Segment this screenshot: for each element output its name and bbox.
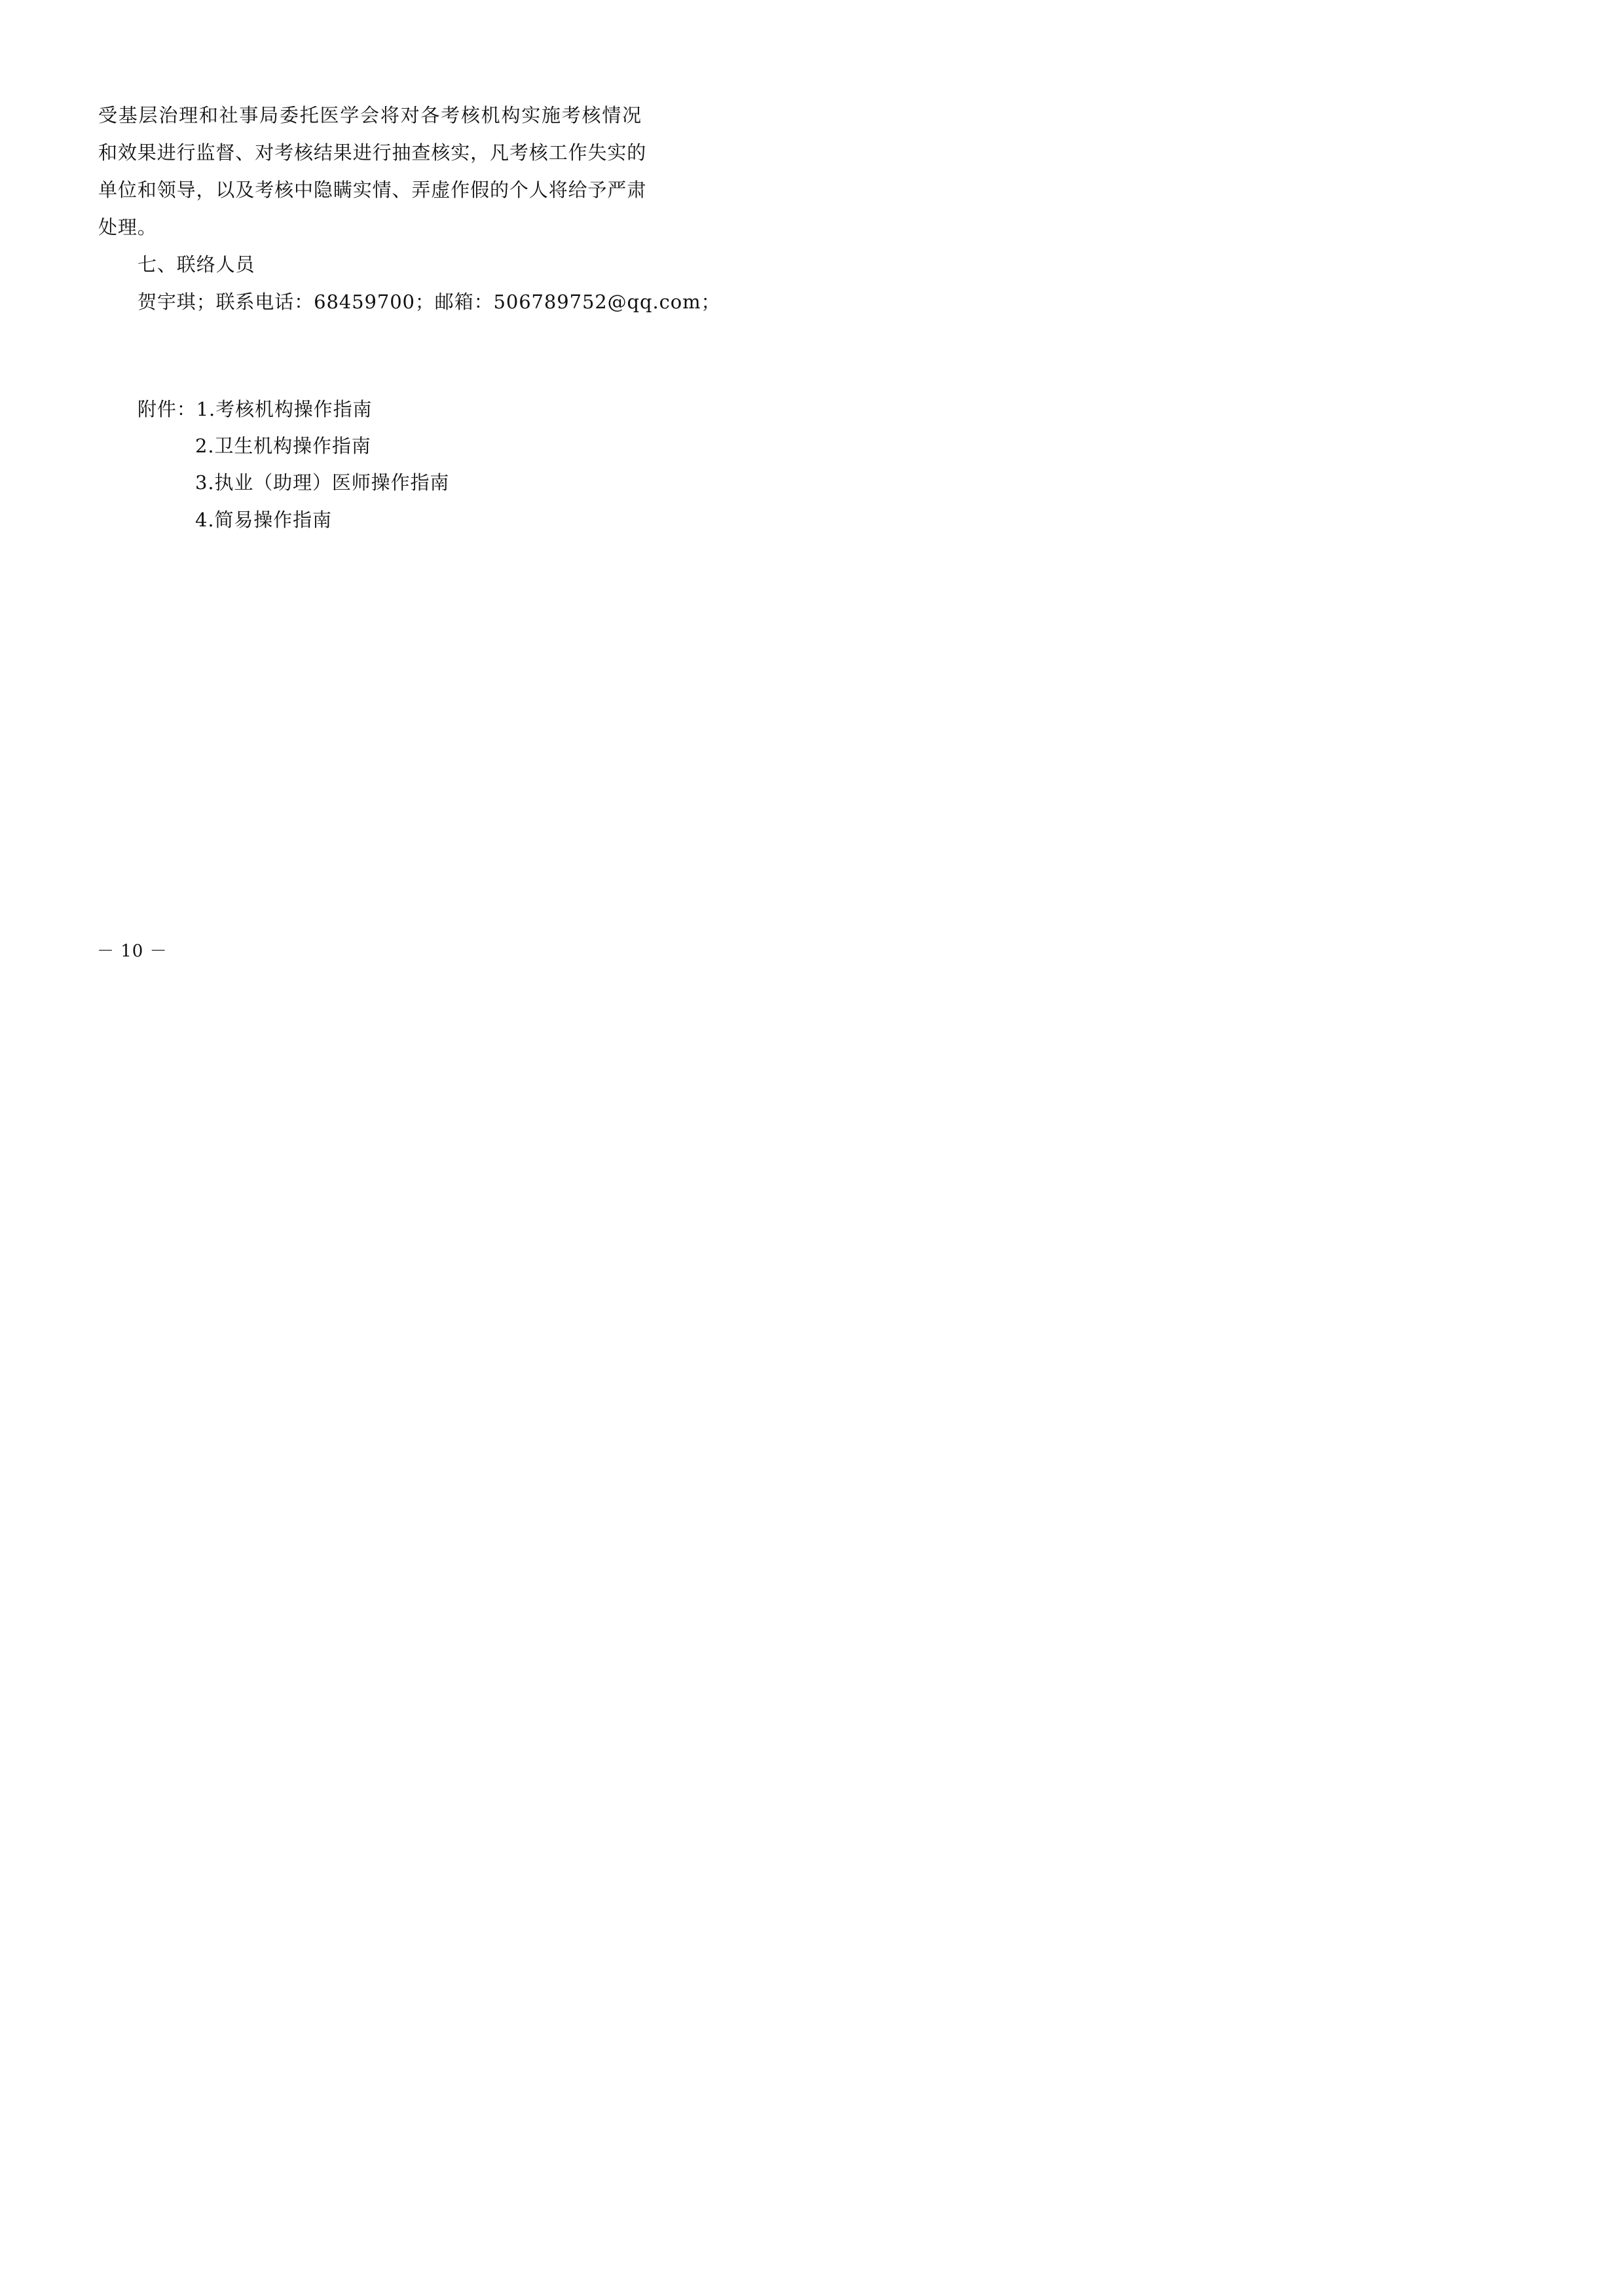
attachment-first-line: [138, 396, 478, 422]
paragraph-line-3: 单位和领导，以及考核中隐瞒实情、弄虚作假的个人将给予严肃: [98, 179, 647, 201]
attachment-item: 3.执业（助理）医师操作指南: [195, 471, 450, 494]
contact-line: 贺宇琪；联系电话：68459700；邮箱：506789752@qq.com；: [138, 291, 721, 313]
page-number: － 10 －: [97, 941, 168, 961]
paragraph-line-2: 和效果进行监督、对考核结果进行抽查核实，凡考核工作失实的: [98, 141, 647, 164]
attachment-item: 1.考核机构操作指南: [196, 398, 373, 420]
document-page: [0, 0, 720, 1019]
paragraph-line-4: 处理。: [98, 216, 157, 238]
section-heading: 七、联络人员: [138, 253, 255, 276]
attachment-label: 附件：: [138, 398, 196, 420]
paragraph-line-1: 受基层治理和社事局委托医学会将对各考核机构实施考核情况: [98, 104, 642, 126]
attachment-item: 4.简易操作指南: [195, 509, 332, 531]
attachment-item: 2.卫生机构操作指南: [195, 435, 371, 457]
